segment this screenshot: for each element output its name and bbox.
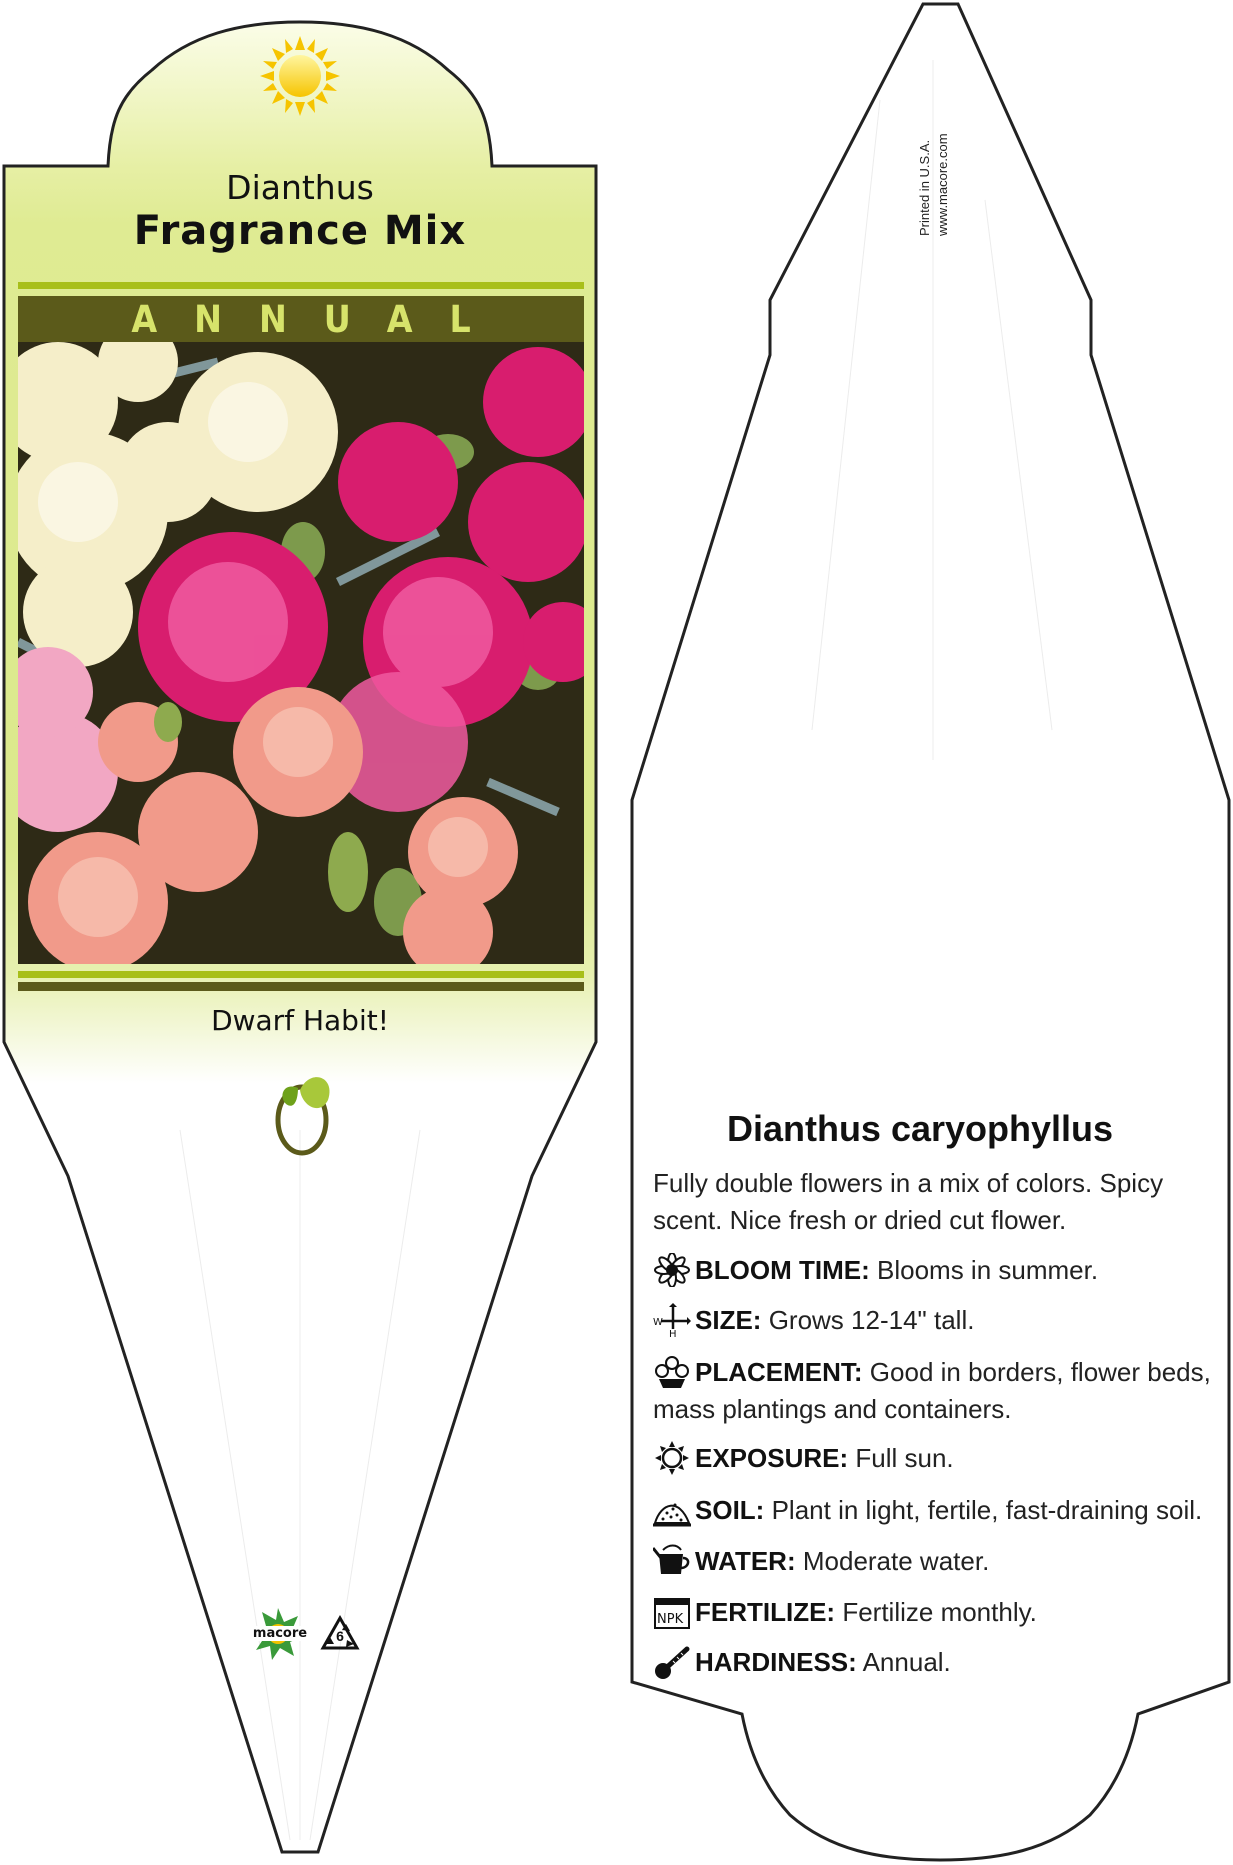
npk-text: NPK	[657, 1612, 684, 1627]
info-exposure	[653, 1440, 1213, 1477]
printed-info	[905, 92, 975, 242]
hardiness-label: HARDINESS:	[695, 1647, 857, 1677]
watering-can-icon	[653, 1544, 691, 1578]
info-soil	[653, 1492, 1213, 1529]
flower-photo	[18, 342, 584, 964]
category-band	[18, 296, 584, 342]
size-text: Grows 12-14" tall.	[768, 1305, 975, 1335]
info-size	[653, 1302, 1213, 1339]
soil-text: Plant in light, fertile, fast-draining soil.	[771, 1495, 1203, 1525]
printed-country: Printed in U.S.A.	[917, 139, 932, 236]
info-hardiness	[653, 1644, 1213, 1681]
variety-name: Fragrance Mix	[133, 208, 467, 254]
top-rule	[18, 282, 584, 289]
exposure-text: Full sun.	[855, 1443, 954, 1473]
fertilize-text: Fertilize monthly.	[842, 1597, 1037, 1627]
thermometer-icon	[653, 1645, 691, 1679]
back-tag-outline	[632, 4, 1229, 1860]
placement-label: PLACEMENT:	[695, 1357, 863, 1387]
soil-pile-icon	[653, 1493, 691, 1527]
info-placement	[653, 1354, 1213, 1428]
size-label: SIZE:	[695, 1305, 762, 1335]
bottom-band	[18, 982, 584, 991]
info-bloom-time	[653, 1252, 1213, 1289]
sun-icon	[260, 36, 340, 116]
macore-logo-text: macore	[248, 1626, 312, 1641]
exposure-label: EXPOSURE:	[695, 1443, 849, 1473]
hardiness-text: Annual.	[862, 1647, 951, 1677]
info-water	[653, 1543, 1213, 1580]
recycle-icon	[320, 1614, 360, 1654]
sun-outline-icon	[653, 1441, 691, 1475]
genus-name: Dianthus	[226, 168, 374, 207]
description: Fully double flowers in a mix of colors. Spicy scent. Nice fresh or dried cut flower.	[653, 1168, 1164, 1235]
size-w-label: W	[653, 1317, 663, 1328]
size-arrows-icon	[653, 1303, 691, 1337]
fertilize-label: FERTILIZE:	[695, 1597, 836, 1627]
soil-label: SOIL:	[695, 1495, 765, 1525]
printed-website: www.macore.com	[935, 133, 950, 236]
placement-text: Good in borders, flower beds, mass plantings and containers.	[653, 1357, 1211, 1424]
water-text: Moderate water.	[802, 1546, 990, 1576]
botanical-name: Dianthus caryophyllus	[726, 1108, 1114, 1149]
bottom-rule	[18, 971, 584, 978]
bloom-time-label: BLOOM TIME:	[695, 1255, 870, 1285]
water-label: WATER:	[695, 1546, 796, 1576]
npk-fertilizer-icon	[653, 1595, 691, 1629]
size-h-label: H	[669, 1329, 677, 1337]
tagline: Dwarf Habit!	[211, 1004, 389, 1037]
info-fertilize	[653, 1594, 1213, 1631]
flower-icon	[653, 1253, 691, 1287]
bloom-time-text: Blooms in summer.	[877, 1255, 1099, 1285]
recycle-number: 6	[336, 1628, 344, 1644]
category-label: ANNUAL	[131, 297, 508, 341]
macore-logo	[244, 1606, 316, 1664]
placement-plant-icon	[653, 1355, 691, 1389]
